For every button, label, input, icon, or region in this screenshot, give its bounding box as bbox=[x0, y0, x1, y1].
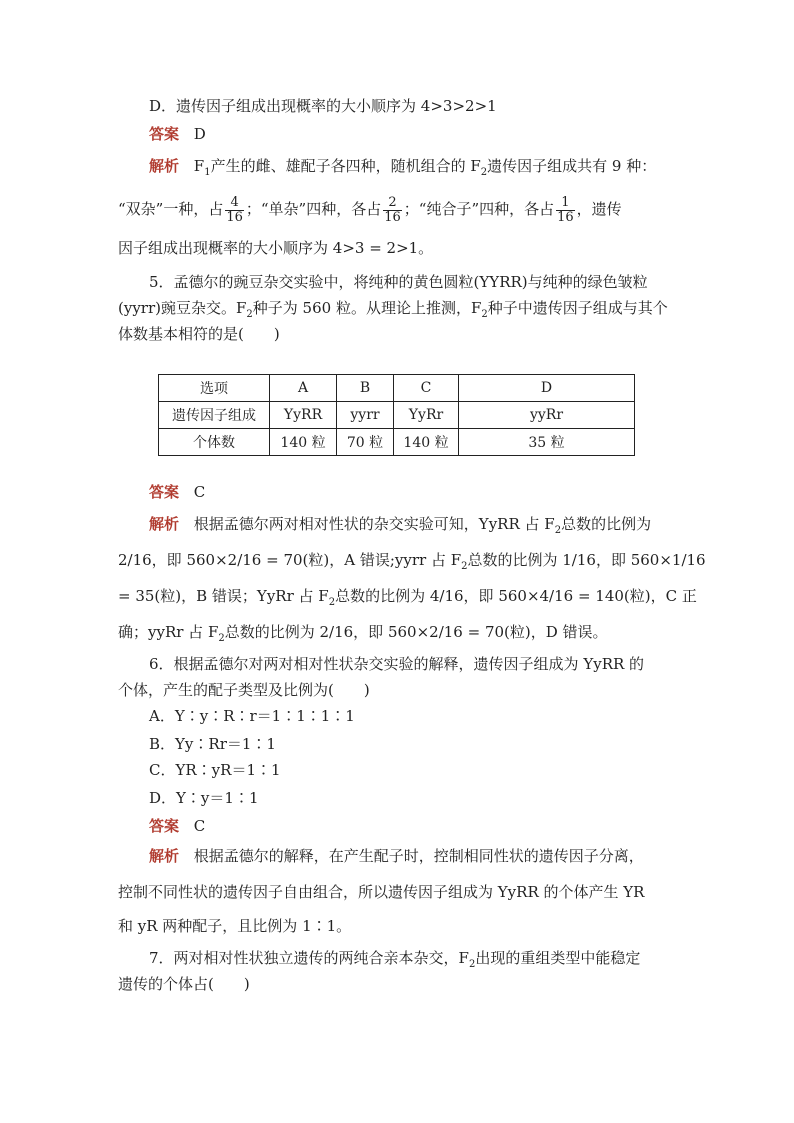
table-row: 选项 A B C D bbox=[159, 375, 635, 402]
q5-answer: C bbox=[193, 483, 206, 501]
q4-option-d: D．遗传因子组成出现概率的大小顺序为 4>3>2>1 bbox=[149, 97, 497, 115]
analysis-label: 解析 bbox=[149, 515, 180, 533]
q7-stem-line-1: 7．两对相对性状独立遗传的两纯合亲本杂交，$F_2$出现的重组类型中能稳定 bbox=[149, 949, 641, 970]
answer-label: 答案 bbox=[149, 125, 180, 143]
fraction: $\frac{2}{16}$ bbox=[384, 194, 401, 225]
q6-option-a: A．Y∶y∶R∶r＝1∶1∶1∶1 bbox=[149, 707, 355, 725]
q5-stem-line-2: (yyrr)豌豆杂交。$F_2$种子为 560 粒。从理论上推测，$F_2$种子中遗传因子组成与其个 bbox=[118, 299, 668, 320]
q4-answer: D bbox=[193, 125, 206, 143]
q6-analysis-line-2: 控制不同性状的遗传因子自由组合，所以遗传因子组成为 YyRR 的个体产生 YR bbox=[118, 883, 645, 901]
q5-analysis-line-2: 2/16，即 560×2/16 = 70(粒)，A 错误;yyrr 占 $F_2$总数的比例为 1/16，即 560×1/16 bbox=[118, 551, 706, 572]
q5-analysis-line-4: 确；yyRr 占 $F_2$总数的比例为 2/16，即 560×2/16 = 70(粒)，D 错误。 bbox=[118, 623, 608, 644]
q6-option-d: D．Y∶y＝1∶1 bbox=[149, 789, 259, 807]
fraction: $\frac{4}{16}$ bbox=[226, 194, 243, 225]
answer-label: 答案 bbox=[149, 817, 180, 835]
analysis-label: 解析 bbox=[149, 847, 180, 865]
q5-answer-line bbox=[149, 482, 205, 502]
q6-stem-line-2: 个体，产生的配子类型及比例为( ) bbox=[118, 681, 370, 699]
q4-analysis-line-3: 因子组成出现概率的大小顺序为 4>3 = 2>1。 bbox=[118, 239, 434, 257]
q6-answer-line bbox=[149, 816, 205, 836]
q6-option-c: C．YR∶yR＝1∶1 bbox=[149, 761, 281, 779]
q5-stem-line-3: 体数基本相符的是( ) bbox=[118, 325, 280, 343]
table-row: 个体数 140 粒 70 粒 140 粒 35 粒 bbox=[159, 429, 635, 456]
q6-stem-line-1: 6．根据孟德尔对两对相对性状杂交实验的解释，遗传因子组成为 YyRR 的 bbox=[149, 655, 645, 673]
q7-stem-line-2: 遗传的个体占( ) bbox=[118, 975, 250, 993]
q6-answer: C bbox=[193, 817, 206, 835]
analysis-label: 解析 bbox=[149, 157, 180, 175]
q4-analysis-line-1: 解析 $F_1$产生的雌、雄配子各四种，随机组合的 $F_2$遗传因子组成共有 9 种： bbox=[149, 157, 657, 178]
q5-options-table bbox=[158, 374, 635, 456]
q4-answer-line bbox=[149, 124, 206, 144]
q4-analysis-line-2: “双杂”一种，占 $\frac{4}{16}$ ；“单杂”四种，各占 $\frac{2}{16}$ ；“纯合子”四种，各占 $\frac{1}{16}$ ，遗传 bbox=[118, 194, 622, 225]
q6-analysis-line-3: 和 yR 两种配子，且比例为 1∶1。 bbox=[118, 917, 352, 935]
q5-analysis-line-3: = 35(粒)，B 错误；YyRr 占 $F_2$总数的比例为 4/16，即 560×4/16 = 140(粒)，C 正 bbox=[118, 587, 697, 608]
q5-stem-line-1: 5．孟德尔的豌豆杂交实验中，将纯种的黄色圆粒(YYRR)与纯种的绿色皱粒 bbox=[149, 273, 648, 291]
q6-analysis-line-1: 解析 根据孟德尔的解释，在产生配子时，控制相同性状的遗传因子分离， bbox=[149, 847, 644, 865]
table-row: 遗传因子组成 YyRR yyrr YyRr yyRr bbox=[159, 402, 635, 429]
answer-label: 答案 bbox=[149, 483, 180, 501]
fraction: $\frac{1}{16}$ bbox=[557, 194, 574, 225]
q6-option-b: B．Yy∶Rr＝1∶1 bbox=[149, 735, 276, 753]
q5-analysis-line-1: 解析 根据孟德尔两对相对性状的杂交实验可知，YyRR 占 $F_2$总数的比例为 bbox=[149, 515, 652, 536]
